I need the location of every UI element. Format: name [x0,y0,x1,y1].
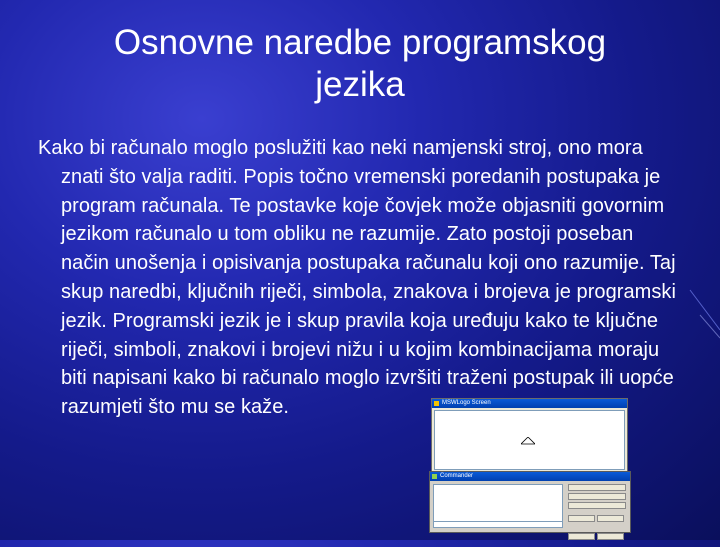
logo-drawing-canvas [434,410,625,470]
logo-screen-titlebar [432,399,627,408]
logo-commander-window [430,472,630,532]
commander-titlebar [430,472,630,481]
slide-title [0,22,720,106]
turtle-icon [521,437,535,445]
commander-title: Commander [440,473,474,479]
body-paragraph: Kako bi računalo moglo poslužiti kao neki namjenski stroj, ono mora znati što valja raditi. Popis točno vremenski poredanih postupaka je program računala. Te postavke koje čovjek može objasniti govornim jezikom računalo u tom obliku ne razumije. Zato postoji poseban način unošenja i opisivanja postupaka računalu koji ono razumije. Taj skup naredbi, ključnih riječi, simbola, znakova i brojeva je programski jezik. Programski jezik je i skup pravila koja uređuju kako te ključne riječi, simboli, znakovi i brojevi nižu i u kojim kombinacijama moraju biti napisani kako bi računalo moglo izvršiti traženi postupak ili uopće razumjeti što mu se kaže. [38,137,676,419]
slide-body [38,134,678,422]
commander-button [597,533,624,540]
commander-input [433,521,563,528]
commander-button [568,533,595,540]
logo-screen-title: MSWLogo Screen [442,400,491,406]
logo-app-icon [434,401,439,406]
commander-button [568,502,626,509]
commander-button [568,515,595,522]
commander-button [568,484,626,491]
commander-buttons [568,484,626,547]
commander-app-icon [432,474,437,479]
slide-title-line2: jezika [315,65,405,104]
commander-button [568,493,626,500]
commander-button [597,515,624,522]
slide-title-line1: Osnovne naredbe programskog [113,23,607,62]
